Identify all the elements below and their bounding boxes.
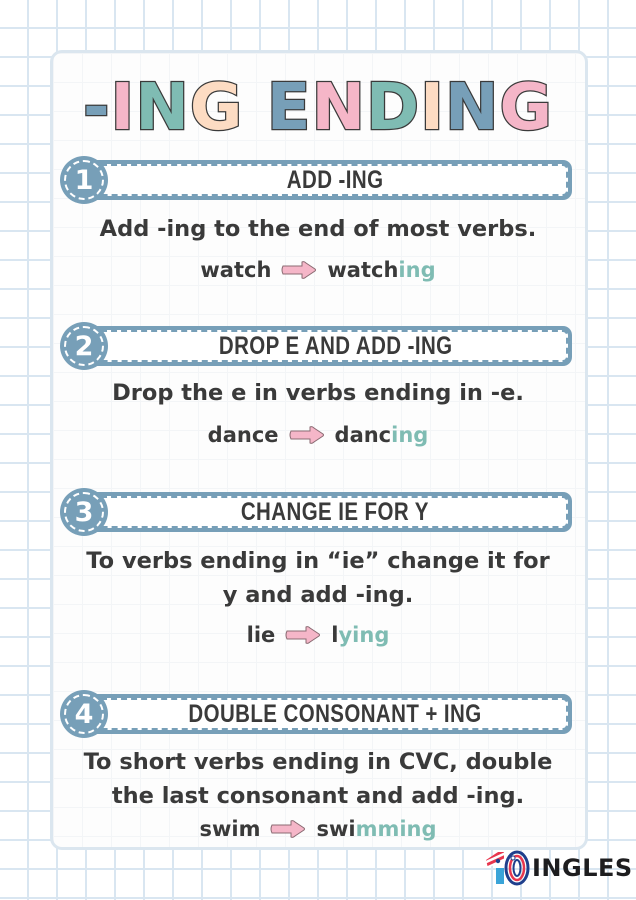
section-heading: ADD -ING (286, 165, 384, 194)
rule-text (0, 376, 636, 410)
arrow-right-icon (288, 425, 326, 445)
example-base: dance (207, 423, 279, 447)
example-row (0, 255, 636, 285)
title-letter: G (499, 71, 554, 145)
arrow-right-icon (269, 819, 307, 839)
section-heading: DROP E AND ADD -ING (218, 331, 453, 360)
rule-line: Add -ing to the end of most verbs. (99, 216, 537, 242)
example-base: watch (200, 258, 272, 282)
title-letter: N (135, 71, 190, 145)
number-badge (60, 156, 108, 204)
title-letter: - (82, 71, 111, 145)
brand-logo (484, 850, 633, 886)
arrow-right-icon (284, 625, 322, 645)
section-banner (82, 326, 572, 366)
example-result (335, 420, 429, 450)
brand-name: INGLES (532, 854, 633, 882)
number-badge (60, 322, 108, 370)
section-heading: DOUBLE CONSONANT + ING (188, 699, 482, 728)
result-stem: danc (334, 423, 392, 447)
rule-line: Drop the e in verbs ending in -e. (112, 380, 524, 406)
rule-line: To short verbs ending in CVC, double (83, 749, 553, 775)
example-result (327, 255, 435, 285)
rule-line: y and add -ing. (222, 582, 414, 608)
title-letter: E (266, 71, 312, 145)
poster-title (0, 72, 636, 144)
section-banner (82, 160, 572, 200)
example-base: lie (246, 623, 276, 647)
title-letter: D (366, 71, 421, 145)
ten-flag-logo-icon (484, 850, 530, 886)
title-letter (243, 71, 266, 145)
result-stem: l (331, 623, 339, 647)
rule-text (0, 544, 636, 612)
example-row (0, 814, 636, 844)
banner-inner (86, 330, 568, 362)
banner-inner (86, 164, 568, 196)
example-base: swim (199, 817, 261, 841)
example-row (0, 620, 636, 650)
result-stem: swi (316, 817, 356, 841)
rule-line: To verbs ending in “ie” change it for (86, 548, 550, 574)
title-letter: I (420, 71, 445, 145)
badge-number: 3 (74, 496, 94, 528)
result-stem: watch (327, 258, 399, 282)
example-row (0, 420, 636, 450)
number-badge (60, 690, 108, 738)
title-letter: I (110, 71, 136, 145)
result-suffix: ying (338, 623, 390, 647)
badge-number: 1 (74, 164, 94, 196)
banner-inner (86, 698, 568, 730)
result-suffix: mming (355, 817, 437, 841)
section-heading: CHANGE IE FOR Y (241, 497, 430, 526)
title-letter: N (444, 71, 500, 145)
example-result (331, 620, 389, 650)
section-banner (82, 492, 572, 532)
badge-number: 4 (74, 698, 94, 730)
title-letter: N (311, 71, 366, 145)
number-badge (60, 488, 108, 536)
rule-text (0, 745, 636, 813)
banner-inner (86, 496, 568, 528)
result-suffix: ing (391, 423, 429, 447)
title-letter: G (189, 71, 244, 145)
rule-line: the last consonant and add -ing. (111, 783, 525, 809)
arrow-right-icon (280, 260, 318, 280)
badge-number: 2 (74, 330, 94, 362)
section-banner (82, 694, 572, 734)
result-suffix: ing (398, 258, 436, 282)
example-result (316, 814, 436, 844)
rule-text (0, 212, 636, 246)
